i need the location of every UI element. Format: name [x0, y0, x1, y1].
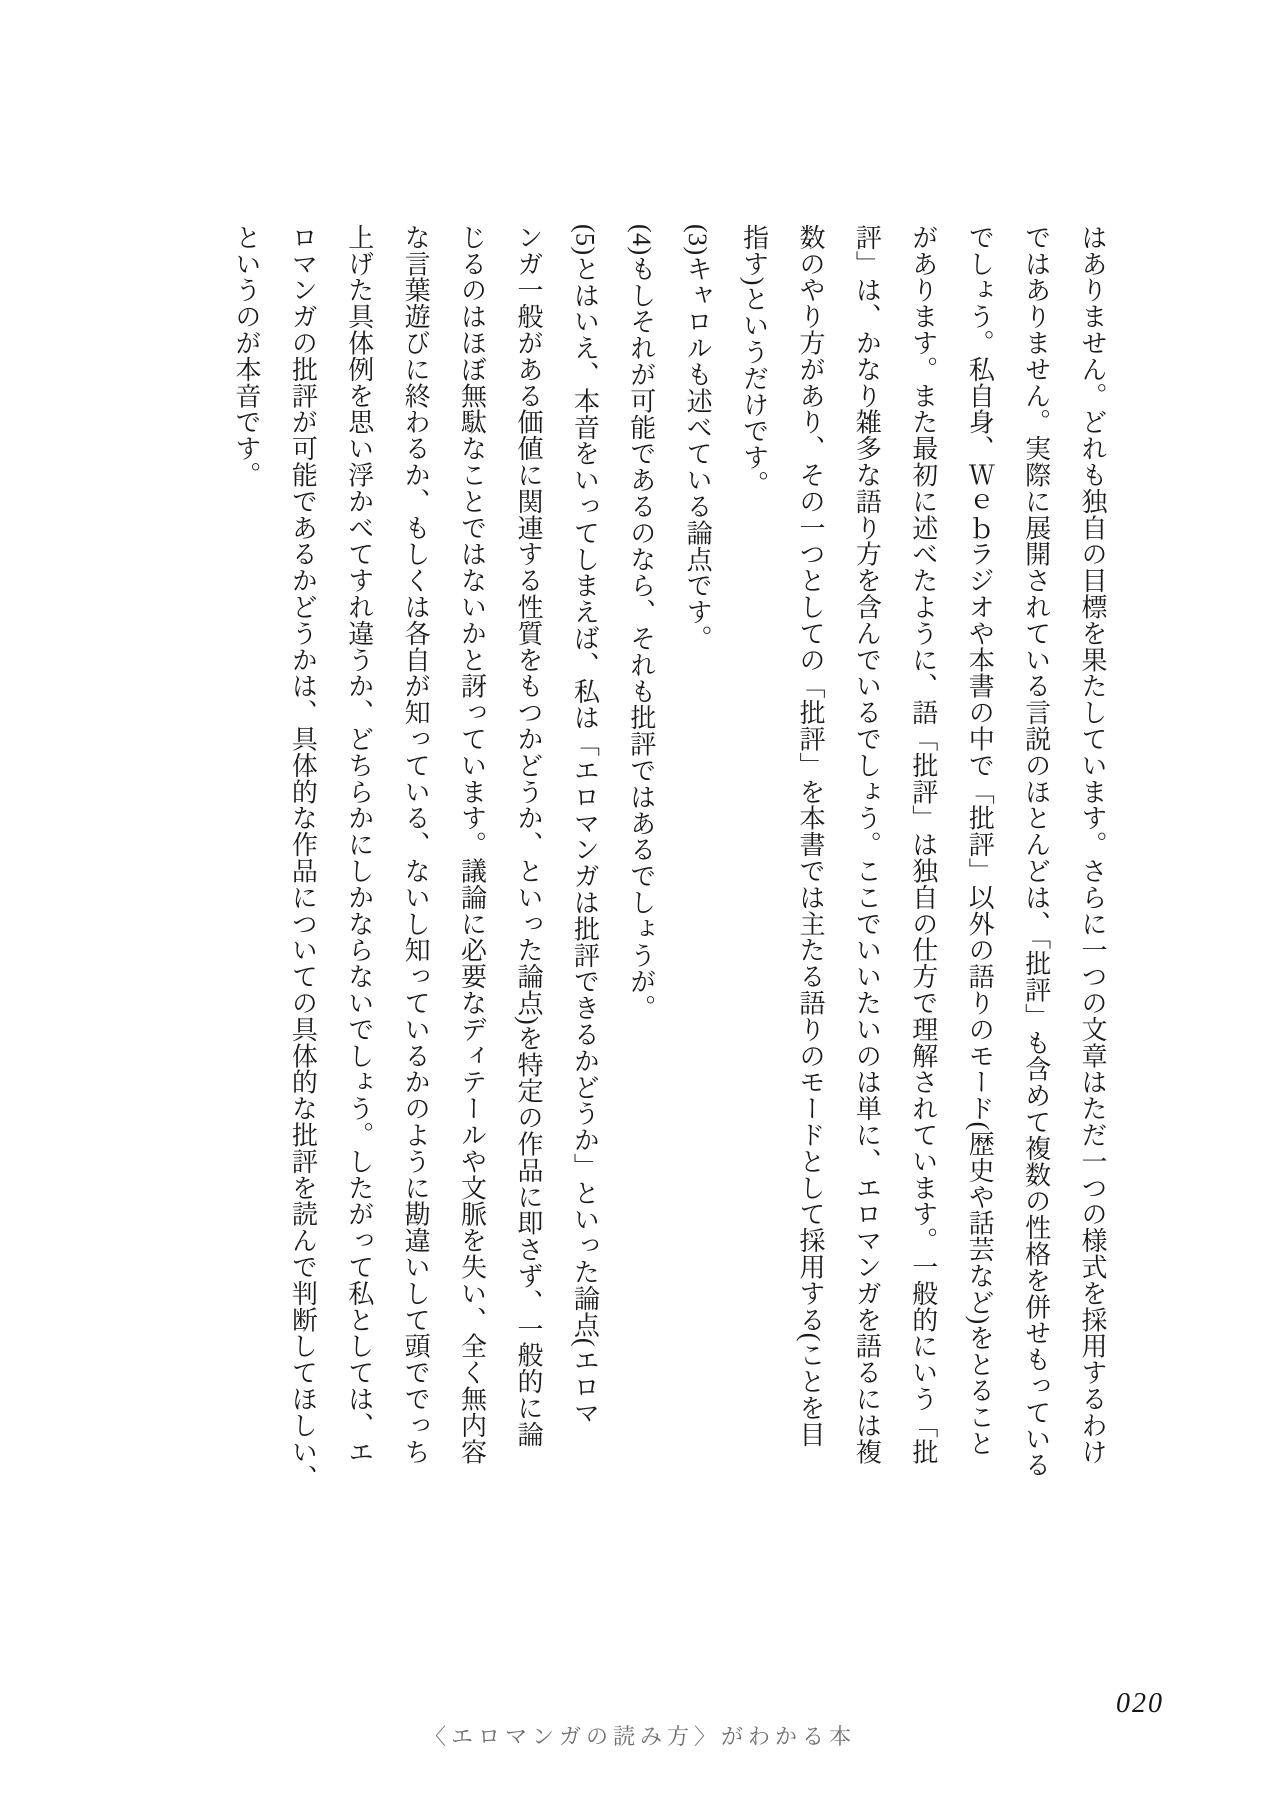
footnote-column: な言葉遊びに終わるか、もしくは各自が知っている、ないし知っているかのように勘違いして頭ででっち — [401, 224, 431, 1465]
footnote-column: ンガ一般がある価値に関連する性質をもつかどうか、といった論点)を特定の作品に即さず、一般的に論 — [513, 224, 543, 1448]
footnote-column: (4)もしそれが可能であるのなら、それも批評ではあるでしょうが。 — [626, 224, 656, 1022]
footnote-column: というのが本音です。 — [231, 224, 261, 488]
footnote-column: (5)とはいえ、本音をいってしまえば、私は「エロマンガは批評できるかどうか」といった論点(エロマ — [570, 224, 600, 1427]
text-column: はありません。どれも独自の目標を果たしています。さらに一つの文章はただ一つの様式を採用するわけ — [1078, 224, 1107, 1465]
text-column: 指す)というだけです。 — [739, 224, 769, 498]
footnote-column: 上げた具体例を思い浮かべてすれ違うか、どちらかにしかならないでしょう。したがって私としては、エ — [344, 224, 374, 1465]
text-column: があります。また最初に述べたように、語「批評」は独自の仕方で理解されています。一般的にいう「批 — [908, 224, 938, 1465]
footnote-column: じるのはほぼ無駄なことではないかと訝っています。議論に必要なディテールや文脈を失い、全く無内容 — [457, 224, 487, 1465]
footnote-column: ロマンガの批評が可能であるかどうかは、具体的な作品についての具体的な批評を読んで判断してほしい、 — [288, 224, 318, 1492]
running-title: 〈エロマンガの読み方〉がわかる本 — [423, 1724, 857, 1749]
page-number: 020 — [1116, 1688, 1164, 1719]
text-column: 数のやり方があり、その一つとしての「批評」を本書では主たる語りのモードとして採用する(ことを目 — [795, 224, 825, 1448]
main-text — [218, 224, 1121, 1494]
text-column: 評」は、かなり雑多な語り方を含んでいるでしょう。ここでいいたいのは単に、エロマンガを語るには複 — [852, 224, 882, 1465]
footnote-column: (3)キャロルも述べている論点です。 — [683, 224, 713, 652]
text-column: でしょう。私自身、Ｗｅｂラジオや本書の中で「批評」以外の語りのモード(歴史や話芸など)をとること — [965, 224, 995, 1457]
text-column: ではありません。実際に展開されている言説のほとんどは、「批評」も含めて複数の性格を併せもっている — [1021, 224, 1051, 1479]
